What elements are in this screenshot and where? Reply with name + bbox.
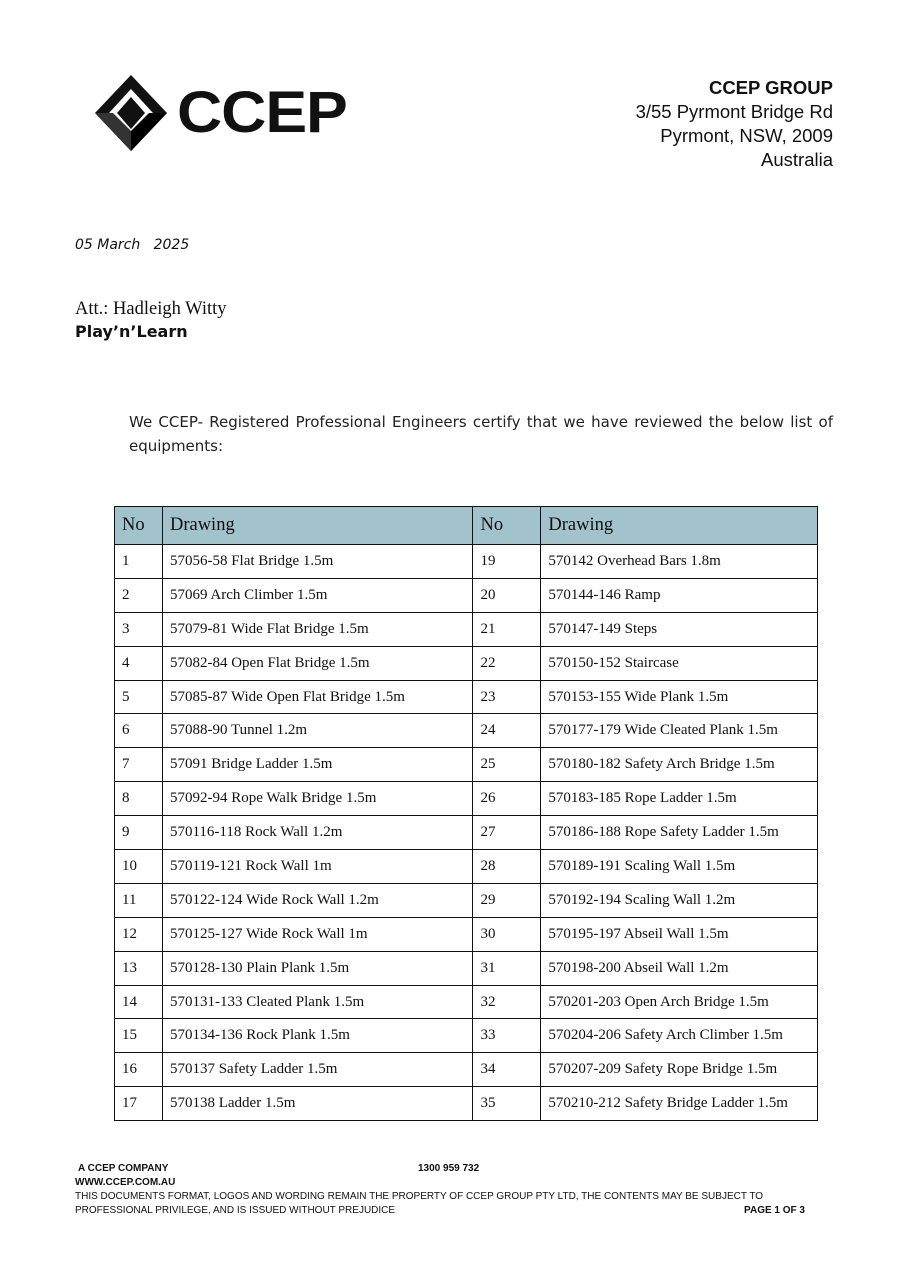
- table-row: [115, 646, 818, 680]
- row-number-left: 5: [115, 680, 163, 714]
- row-number-right: 19: [473, 545, 541, 579]
- recipient-organization: Play’n’Learn: [75, 322, 188, 341]
- row-number-left: 14: [115, 985, 163, 1019]
- drawing-right: 570142 Overhead Bars 1.8m: [541, 545, 818, 579]
- page-number: PAGE 1 OF 3: [744, 1205, 805, 1216]
- letter-date: 05 March 2025: [75, 237, 190, 253]
- footer-notice: THIS DOCUMENTS FORMAT, LOGOS AND WORDING REMAIN THE PROPERTY OF CCEP GROUP PTY LTD, THE CONTENTS MAY BE SUBJECT TO PROFESSIONAL PRIVILEGE, AND IS ISSUED WITHOUT PREJUDICE: [75, 1191, 764, 1216]
- row-number-left: 17: [115, 1087, 163, 1121]
- drawing-right: 570189-191 Scaling Wall 1.5m: [541, 850, 818, 884]
- drawing-right: 570144-146 Ramp: [541, 578, 818, 612]
- row-number-right: 29: [473, 883, 541, 917]
- table-row: [115, 1053, 818, 1087]
- table-row: [115, 816, 818, 850]
- header-drawing-right: Drawing: [541, 507, 818, 545]
- drawing-left: 57082-84 Open Flat Bridge 1.5m: [162, 646, 473, 680]
- drawing-left: 570122-124 Wide Rock Wall 1.2m: [162, 883, 473, 917]
- table-row: [115, 714, 818, 748]
- row-number-left: 16: [115, 1053, 163, 1087]
- header-no-right: No: [473, 507, 541, 545]
- drawing-left: 57092-94 Rope Walk Bridge 1.5m: [162, 782, 473, 816]
- row-number-right: 34: [473, 1053, 541, 1087]
- table-row: [115, 1019, 818, 1053]
- table-row: [115, 612, 818, 646]
- row-number-left: 7: [115, 748, 163, 782]
- page-footer: [75, 1162, 815, 1218]
- drawing-left: 570131-133 Cleated Plank 1.5m: [162, 985, 473, 1019]
- row-number-left: 15: [115, 1019, 163, 1053]
- row-number-left: 4: [115, 646, 163, 680]
- drawing-right: 570198-200 Abseil Wall 1.2m: [541, 951, 818, 985]
- drawing-right: 570207-209 Safety Rope Bridge 1.5m: [541, 1053, 818, 1087]
- row-number-left: 2: [115, 578, 163, 612]
- drawing-right: 570201-203 Open Arch Bridge 1.5m: [541, 985, 818, 1019]
- equipment-table: [114, 506, 818, 1121]
- row-number-left: 3: [115, 612, 163, 646]
- row-number-right: 25: [473, 748, 541, 782]
- drawing-left: 57091 Bridge Ladder 1.5m: [162, 748, 473, 782]
- table-row: [115, 782, 818, 816]
- company-name: CCEP GROUP: [708, 77, 833, 98]
- row-number-left: 11: [115, 883, 163, 917]
- table-row: [115, 578, 818, 612]
- drawing-left: 57088-90 Tunnel 1.2m: [162, 714, 473, 748]
- row-number-right: 27: [473, 816, 541, 850]
- drawing-right: 570147-149 Steps: [541, 612, 818, 646]
- drawing-left: 570125-127 Wide Rock Wall 1m: [162, 917, 473, 951]
- row-number-left: 6: [115, 714, 163, 748]
- row-number-right: 28: [473, 850, 541, 884]
- row-number-right: 30: [473, 917, 541, 951]
- drawing-left: 570137 Safety Ladder 1.5m: [162, 1053, 473, 1087]
- drawing-left: 57056-58 Flat Bridge 1.5m: [162, 545, 473, 579]
- header-no-left: No: [115, 507, 163, 545]
- ccep-logo: [93, 73, 347, 153]
- drawing-right: 570180-182 Safety Arch Bridge 1.5m: [541, 748, 818, 782]
- drawing-left: 57069 Arch Climber 1.5m: [162, 578, 473, 612]
- drawing-left: 570116-118 Rock Wall 1.2m: [162, 816, 473, 850]
- drawing-left: 570138 Ladder 1.5m: [162, 1087, 473, 1121]
- table-row: [115, 748, 818, 782]
- drawing-left: 570134-136 Rock Plank 1.5m: [162, 1019, 473, 1053]
- company-address: [636, 76, 833, 172]
- drawing-right: 570195-197 Abseil Wall 1.5m: [541, 917, 818, 951]
- drawing-right: 570153-155 Wide Plank 1.5m: [541, 680, 818, 714]
- drawing-right: 570150-152 Staircase: [541, 646, 818, 680]
- ccep-diamond-icon: [93, 73, 177, 153]
- drawing-left: 57079-81 Wide Flat Bridge 1.5m: [162, 612, 473, 646]
- drawing-right: 570204-206 Safety Arch Climber 1.5m: [541, 1019, 818, 1053]
- intro-paragraph: We CCEP- Registered Professional Engineers certify that we have reviewed the below list of equipments:: [129, 413, 833, 455]
- attention-line: Att.: Hadleigh Witty: [75, 299, 227, 319]
- address-line-2: Pyrmont, NSW, 2009: [660, 125, 833, 146]
- row-number-left: 12: [115, 917, 163, 951]
- footer-website: WWW.CCEP.COM.AU: [75, 1177, 176, 1188]
- table-row: [115, 883, 818, 917]
- table-row: [115, 951, 818, 985]
- row-number-left: 10: [115, 850, 163, 884]
- table-row: [115, 680, 818, 714]
- drawing-right: 570183-185 Rope Ladder 1.5m: [541, 782, 818, 816]
- drawing-left: 570128-130 Plain Plank 1.5m: [162, 951, 473, 985]
- row-number-right: 24: [473, 714, 541, 748]
- row-number-right: 22: [473, 646, 541, 680]
- table-row: [115, 545, 818, 579]
- row-number-left: 1: [115, 545, 163, 579]
- row-number-right: 35: [473, 1087, 541, 1121]
- address-line-1: 3/55 Pyrmont Bridge Rd: [635, 101, 833, 122]
- drawing-right: 570192-194 Scaling Wall 1.2m: [541, 883, 818, 917]
- table-header-row: [115, 507, 818, 545]
- footer-phone: 1300 959 732: [418, 1163, 480, 1174]
- row-number-left: 9: [115, 816, 163, 850]
- row-number-right: 32: [473, 985, 541, 1019]
- table-row: [115, 850, 818, 884]
- table-row: [115, 1087, 818, 1121]
- row-number-right: 33: [473, 1019, 541, 1053]
- table-row: [115, 985, 818, 1019]
- drawing-left: 57085-87 Wide Open Flat Bridge 1.5m: [162, 680, 473, 714]
- row-number-right: 20: [473, 578, 541, 612]
- row-number-left: 13: [115, 951, 163, 985]
- drawing-right: 570186-188 Rope Safety Ladder 1.5m: [541, 816, 818, 850]
- row-number-right: 21: [473, 612, 541, 646]
- row-number-right: 23: [473, 680, 541, 714]
- logo-wordmark: CCEP: [177, 80, 347, 145]
- footer-company: A CCEP COMPANY: [78, 1163, 169, 1174]
- address-line-3: Australia: [761, 149, 833, 170]
- drawing-left: 570119-121 Rock Wall 1m: [162, 850, 473, 884]
- row-number-right: 31: [473, 951, 541, 985]
- header-drawing-left: Drawing: [162, 507, 473, 545]
- table-row: [115, 917, 818, 951]
- row-number-right: 26: [473, 782, 541, 816]
- drawing-right: 570210-212 Safety Bridge Ladder 1.5m: [541, 1087, 818, 1121]
- row-number-left: 8: [115, 782, 163, 816]
- drawing-right: 570177-179 Wide Cleated Plank 1.5m: [541, 714, 818, 748]
